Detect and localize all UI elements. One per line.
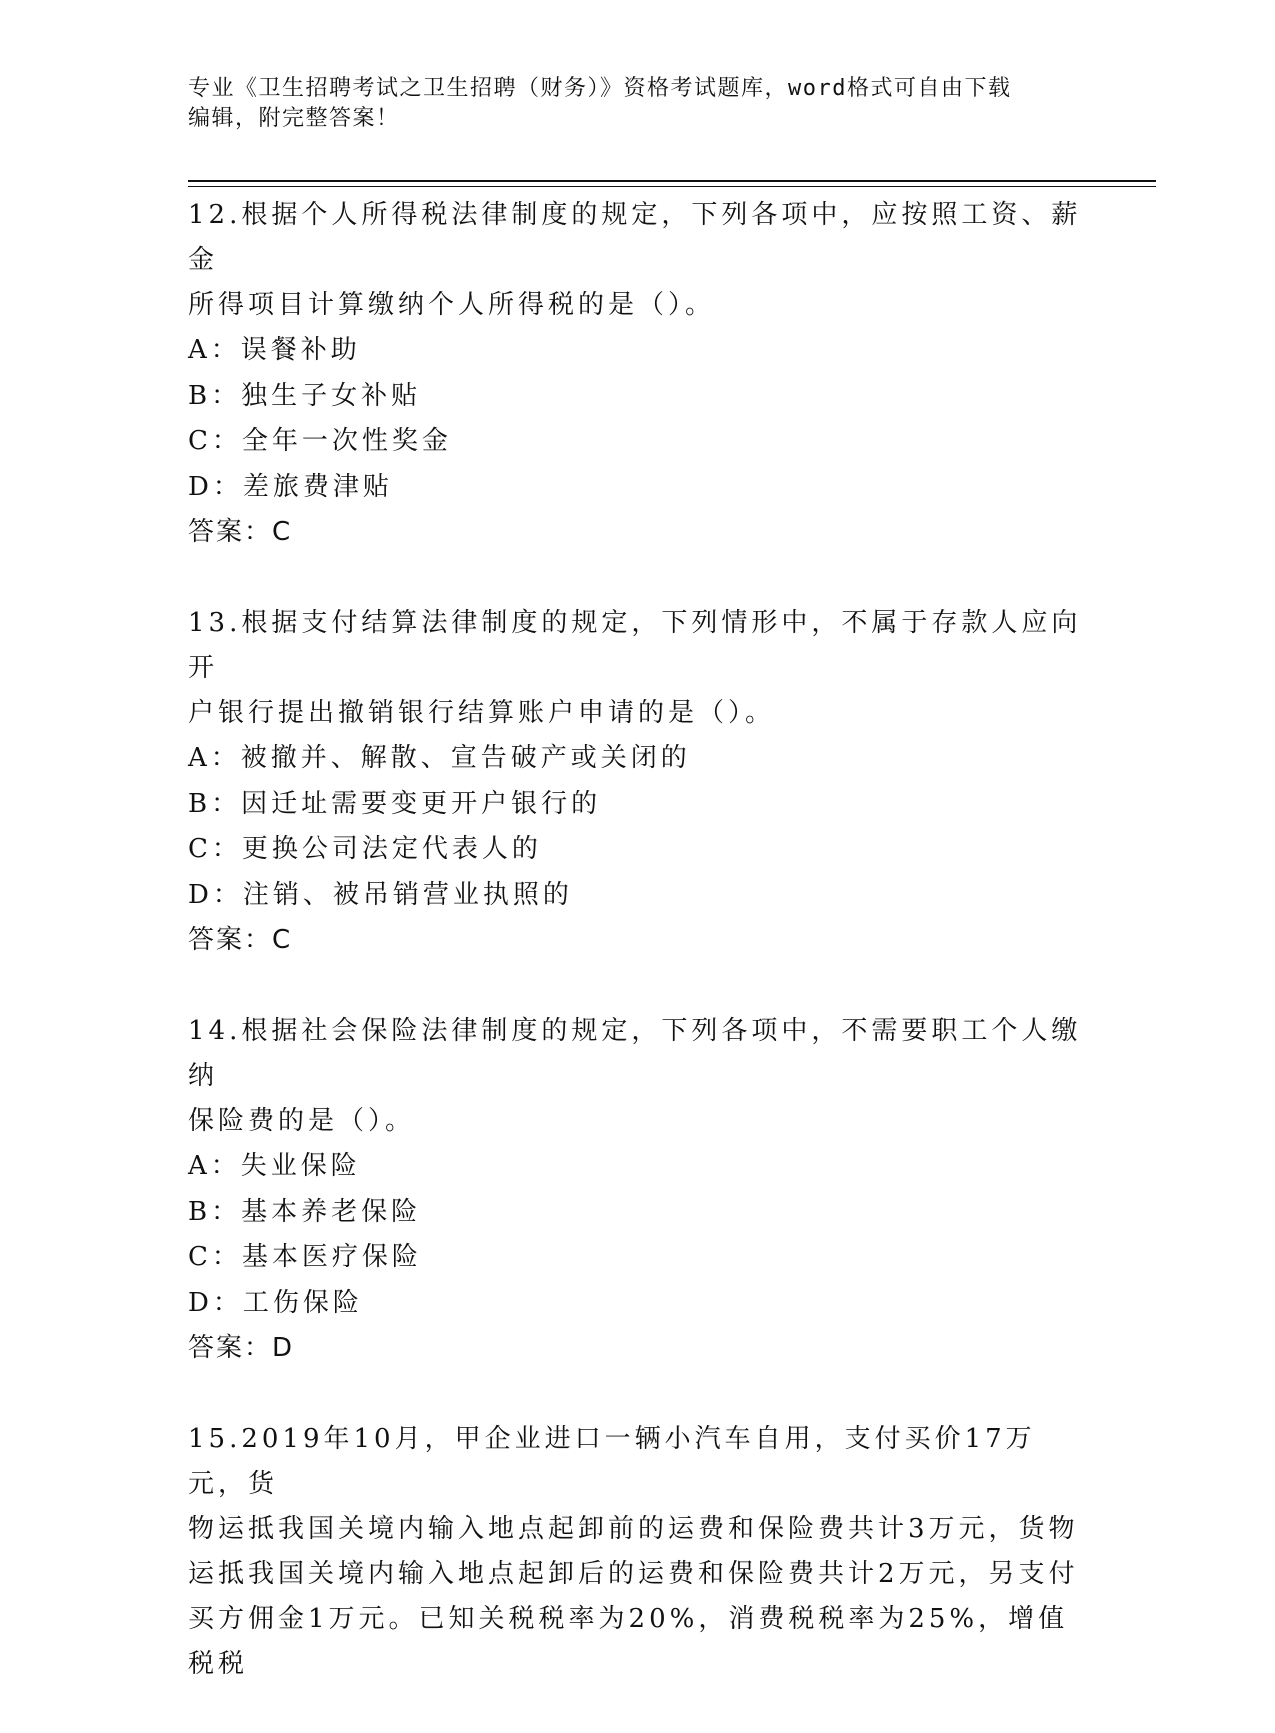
option-b: B：基本养老保险: [188, 1196, 422, 1227]
option-c: C：全年一次性奖金: [188, 426, 452, 456]
stem-line: 所得项目计算缴纳个人所得税的是（）。: [188, 290, 716, 320]
stem-line: 保险费的是（）。: [188, 1106, 416, 1136]
option-c: C：更换公司法定代表人的: [188, 834, 542, 864]
stem-line: 14.根据社会保险法律制度的规定，下列各项中，不需要职工个人缴纳: [188, 1016, 1082, 1091]
option-b: B：因迁址需要变更开户银行的: [188, 788, 602, 819]
stem-line: 户银行提出撤销银行结算账户申请的是（）。: [188, 698, 776, 728]
question-12: [188, 193, 1088, 555]
stem-line: 运抵我国关境内输入地点起卸后的运费和保险费共计2万元，另支付: [188, 1559, 1079, 1589]
document-header: [188, 74, 1078, 134]
question-stem: [188, 1417, 1088, 1687]
option-c: C：基本医疗保险: [188, 1242, 422, 1272]
option-d: D：差旅费津贴: [188, 471, 393, 502]
stem-line: 买方佣金1万元。已知关税税率为20%，消费税税率为25%，增值税税: [188, 1604, 1069, 1679]
stem-line: 13.根据支付结算法律制度的规定，下列情形中，不属于存款人应向开: [188, 608, 1082, 683]
header-line-2: 编辑，附完整答案！: [188, 106, 400, 131]
answer-label: 答案：C: [188, 925, 293, 955]
option-d: D：工伤保险: [188, 1287, 363, 1318]
question-list: [188, 193, 1088, 1733]
question-13: [188, 601, 1088, 963]
answer-label: 答案：D: [188, 1333, 295, 1363]
header-divider-thin: [188, 186, 1156, 187]
header-divider-thick: [188, 180, 1156, 182]
answer-label: 答案：C: [188, 517, 293, 547]
stem-line: 15.2019年10月，甲企业进口一辆小汽车自用，支付买价17万元，货: [188, 1424, 1036, 1499]
stem-line: 12.根据个人所得税法律制度的规定，下列各项中，应按照工资、薪金: [188, 200, 1082, 275]
option-b: B：独生子女补贴: [188, 380, 422, 411]
header-line-1: 专业《卫生招聘考试之卫生招聘（财务）》资格考试题库，word格式可自由下载: [188, 76, 1012, 101]
question-stem: [188, 193, 1088, 328]
question-15: [188, 1417, 1088, 1687]
option-a: A：失业保险: [188, 1151, 361, 1181]
option-d: D：注销、被吊销营业执照的: [188, 879, 573, 910]
question-stem: [188, 601, 1088, 736]
stem-line: 物运抵我国关境内输入地点起卸前的运费和保险费共计3万元，货物: [188, 1514, 1079, 1544]
question-14: [188, 1009, 1088, 1371]
question-stem: [188, 1009, 1088, 1144]
option-a: A：误餐补助: [188, 335, 361, 365]
option-a: A：被撤并、解散、宣告破产或关闭的: [188, 743, 691, 773]
